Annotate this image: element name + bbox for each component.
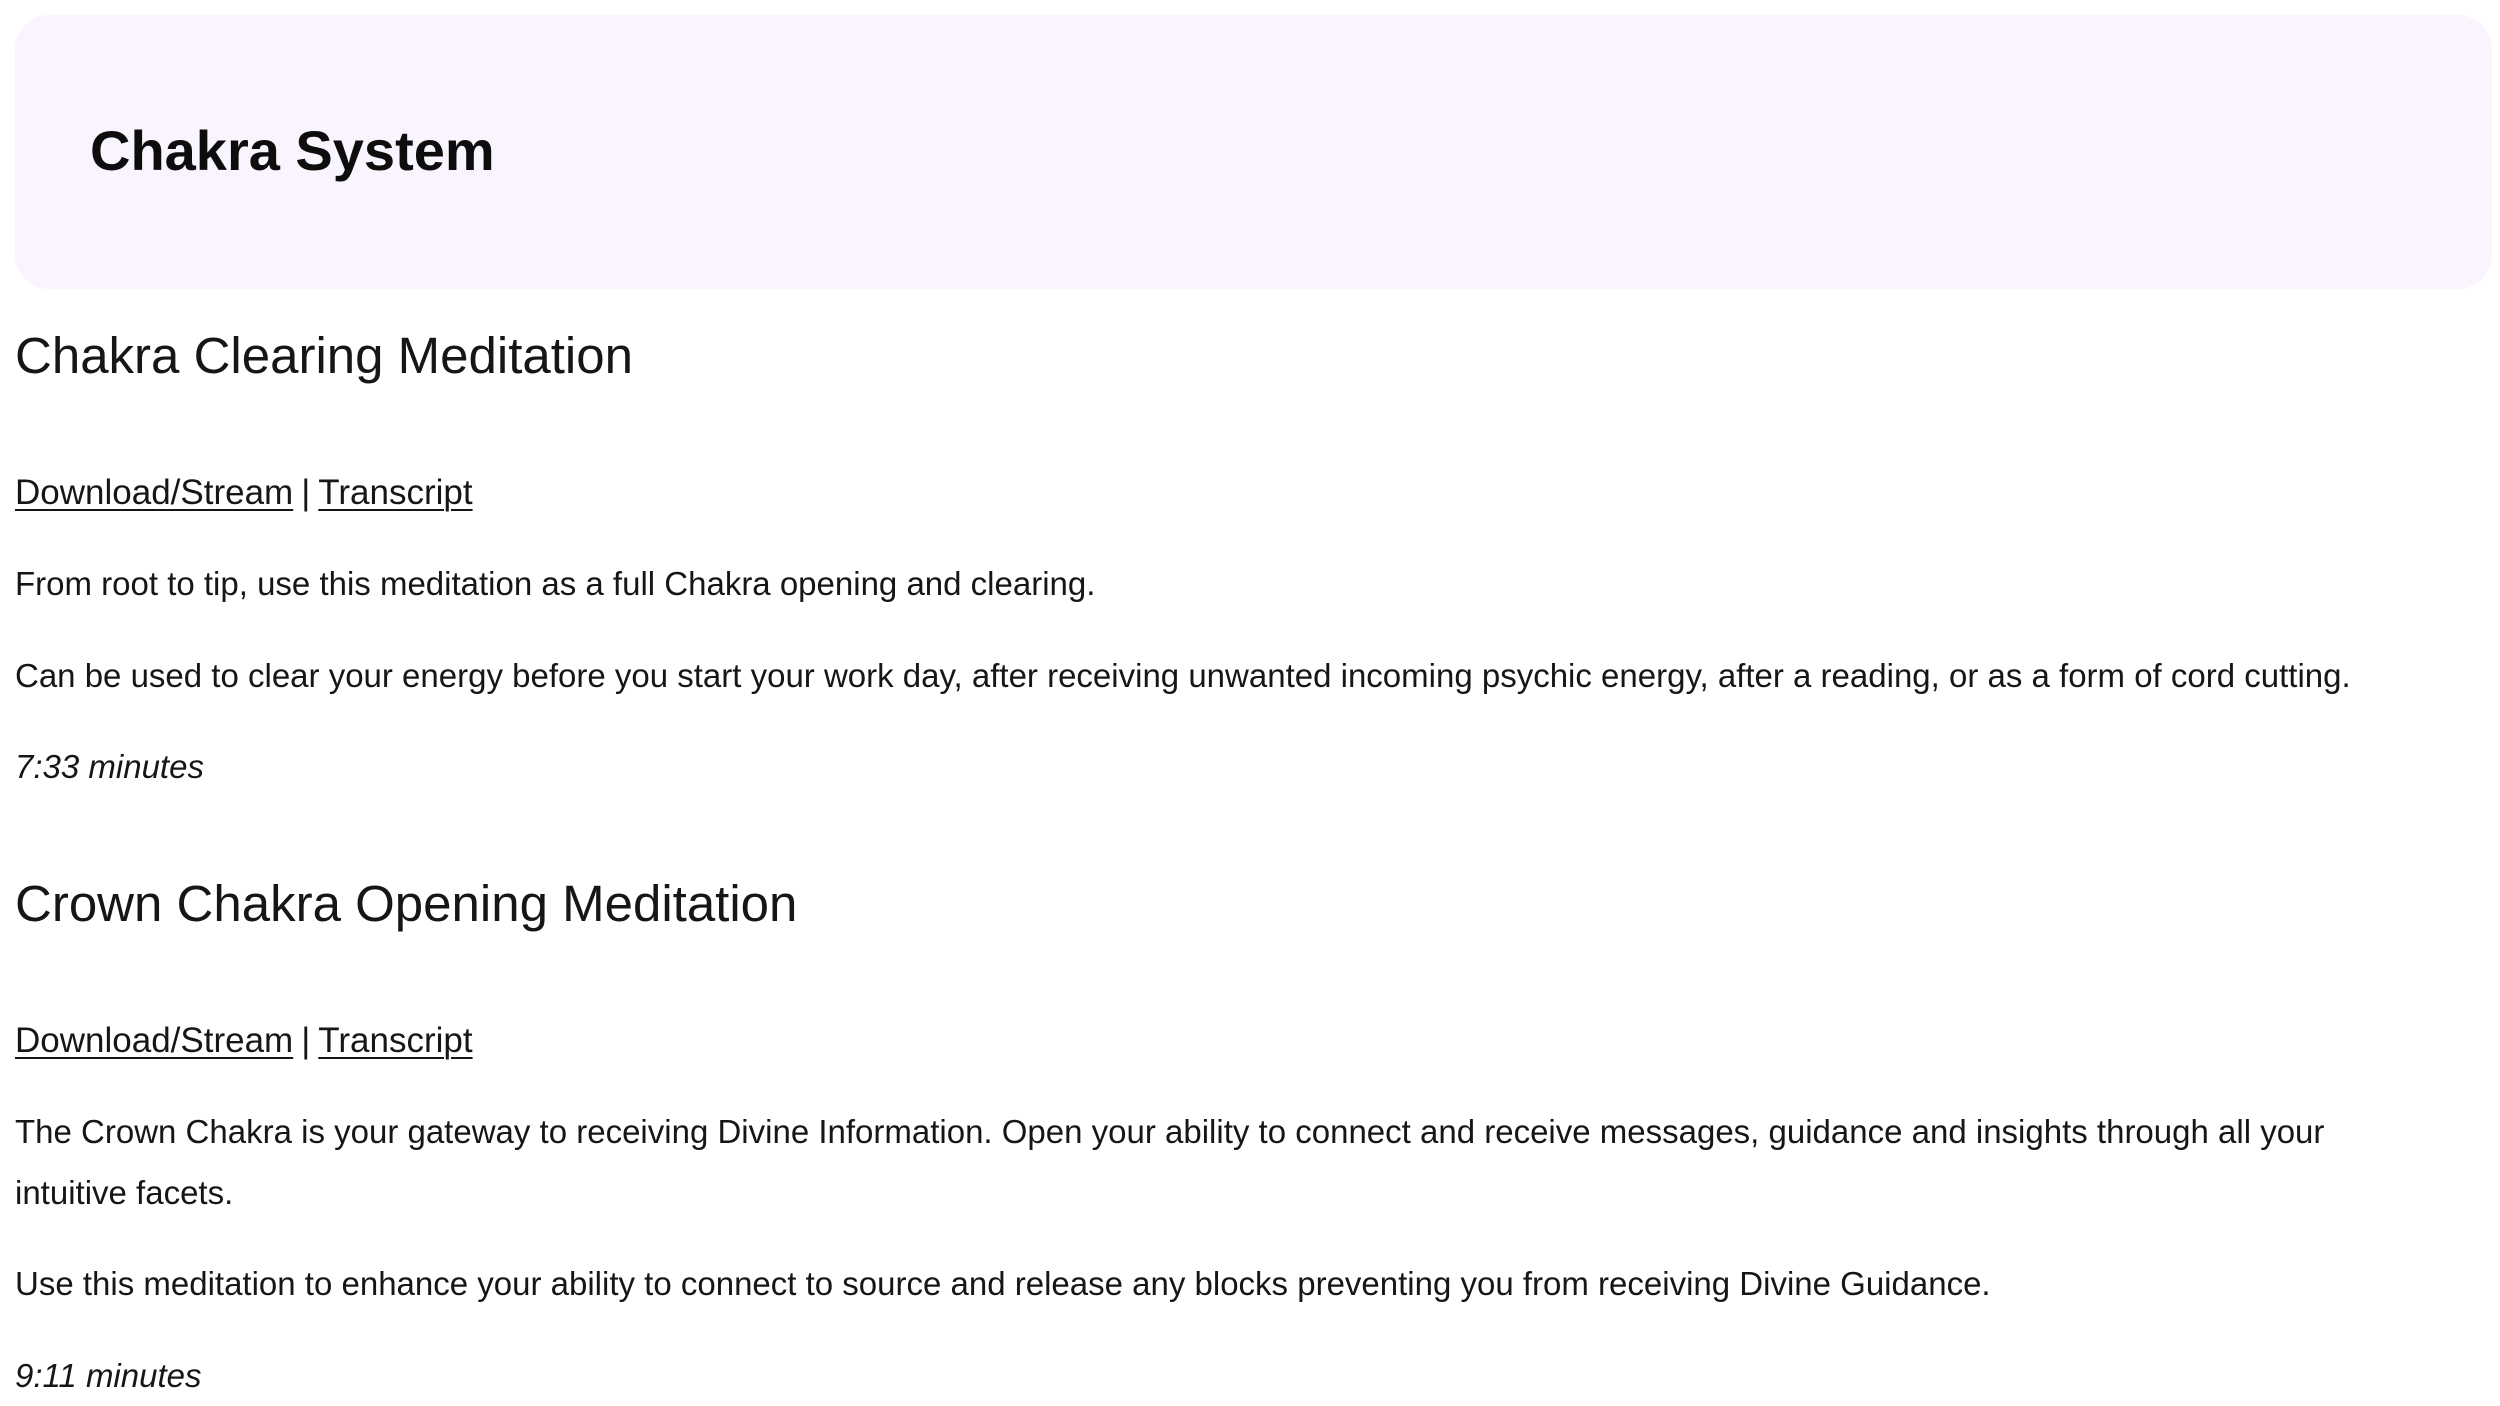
section-title: Chakra Clearing Meditation: [15, 327, 633, 384]
download-stream-link[interactable]: Download/Stream: [15, 473, 294, 512]
link-separator: |: [301, 473, 311, 512]
media-links: [15, 1023, 473, 1058]
duration-label: 7:33 minutes: [15, 748, 204, 785]
description-paragraph: From root to tip, use this meditation as a full Chakra opening and clearing.: [15, 565, 1096, 602]
duration-label: 9:11 minutes: [15, 1357, 202, 1394]
section-title: Crown Chakra Opening Meditation: [15, 875, 798, 932]
download-stream-link[interactable]: Download/Stream: [15, 1021, 294, 1060]
media-links: [15, 475, 473, 510]
transcript-link[interactable]: Transcript: [318, 473, 473, 512]
link-separator: |: [301, 1021, 311, 1060]
description-paragraph: The Crown Chakra is your gateway to receiving Divine Information. Open your ability to connect and receive messages, guidance and insights through all your intuitive facets.: [15, 1113, 2325, 1211]
page-header: [15, 15, 2492, 289]
transcript-link[interactable]: Transcript: [318, 1021, 473, 1060]
description-paragraph: Use this meditation to enhance your ability to connect to source and release any blocks preventing you from receiving Divine Guidance.: [15, 1265, 1991, 1302]
description-paragraph: Can be used to clear your energy before you start your work day, after receiving unwanted incoming psychic energy, after a reading, or as a form of cord cutting.: [15, 657, 2351, 694]
page-title: Chakra System: [90, 119, 495, 182]
